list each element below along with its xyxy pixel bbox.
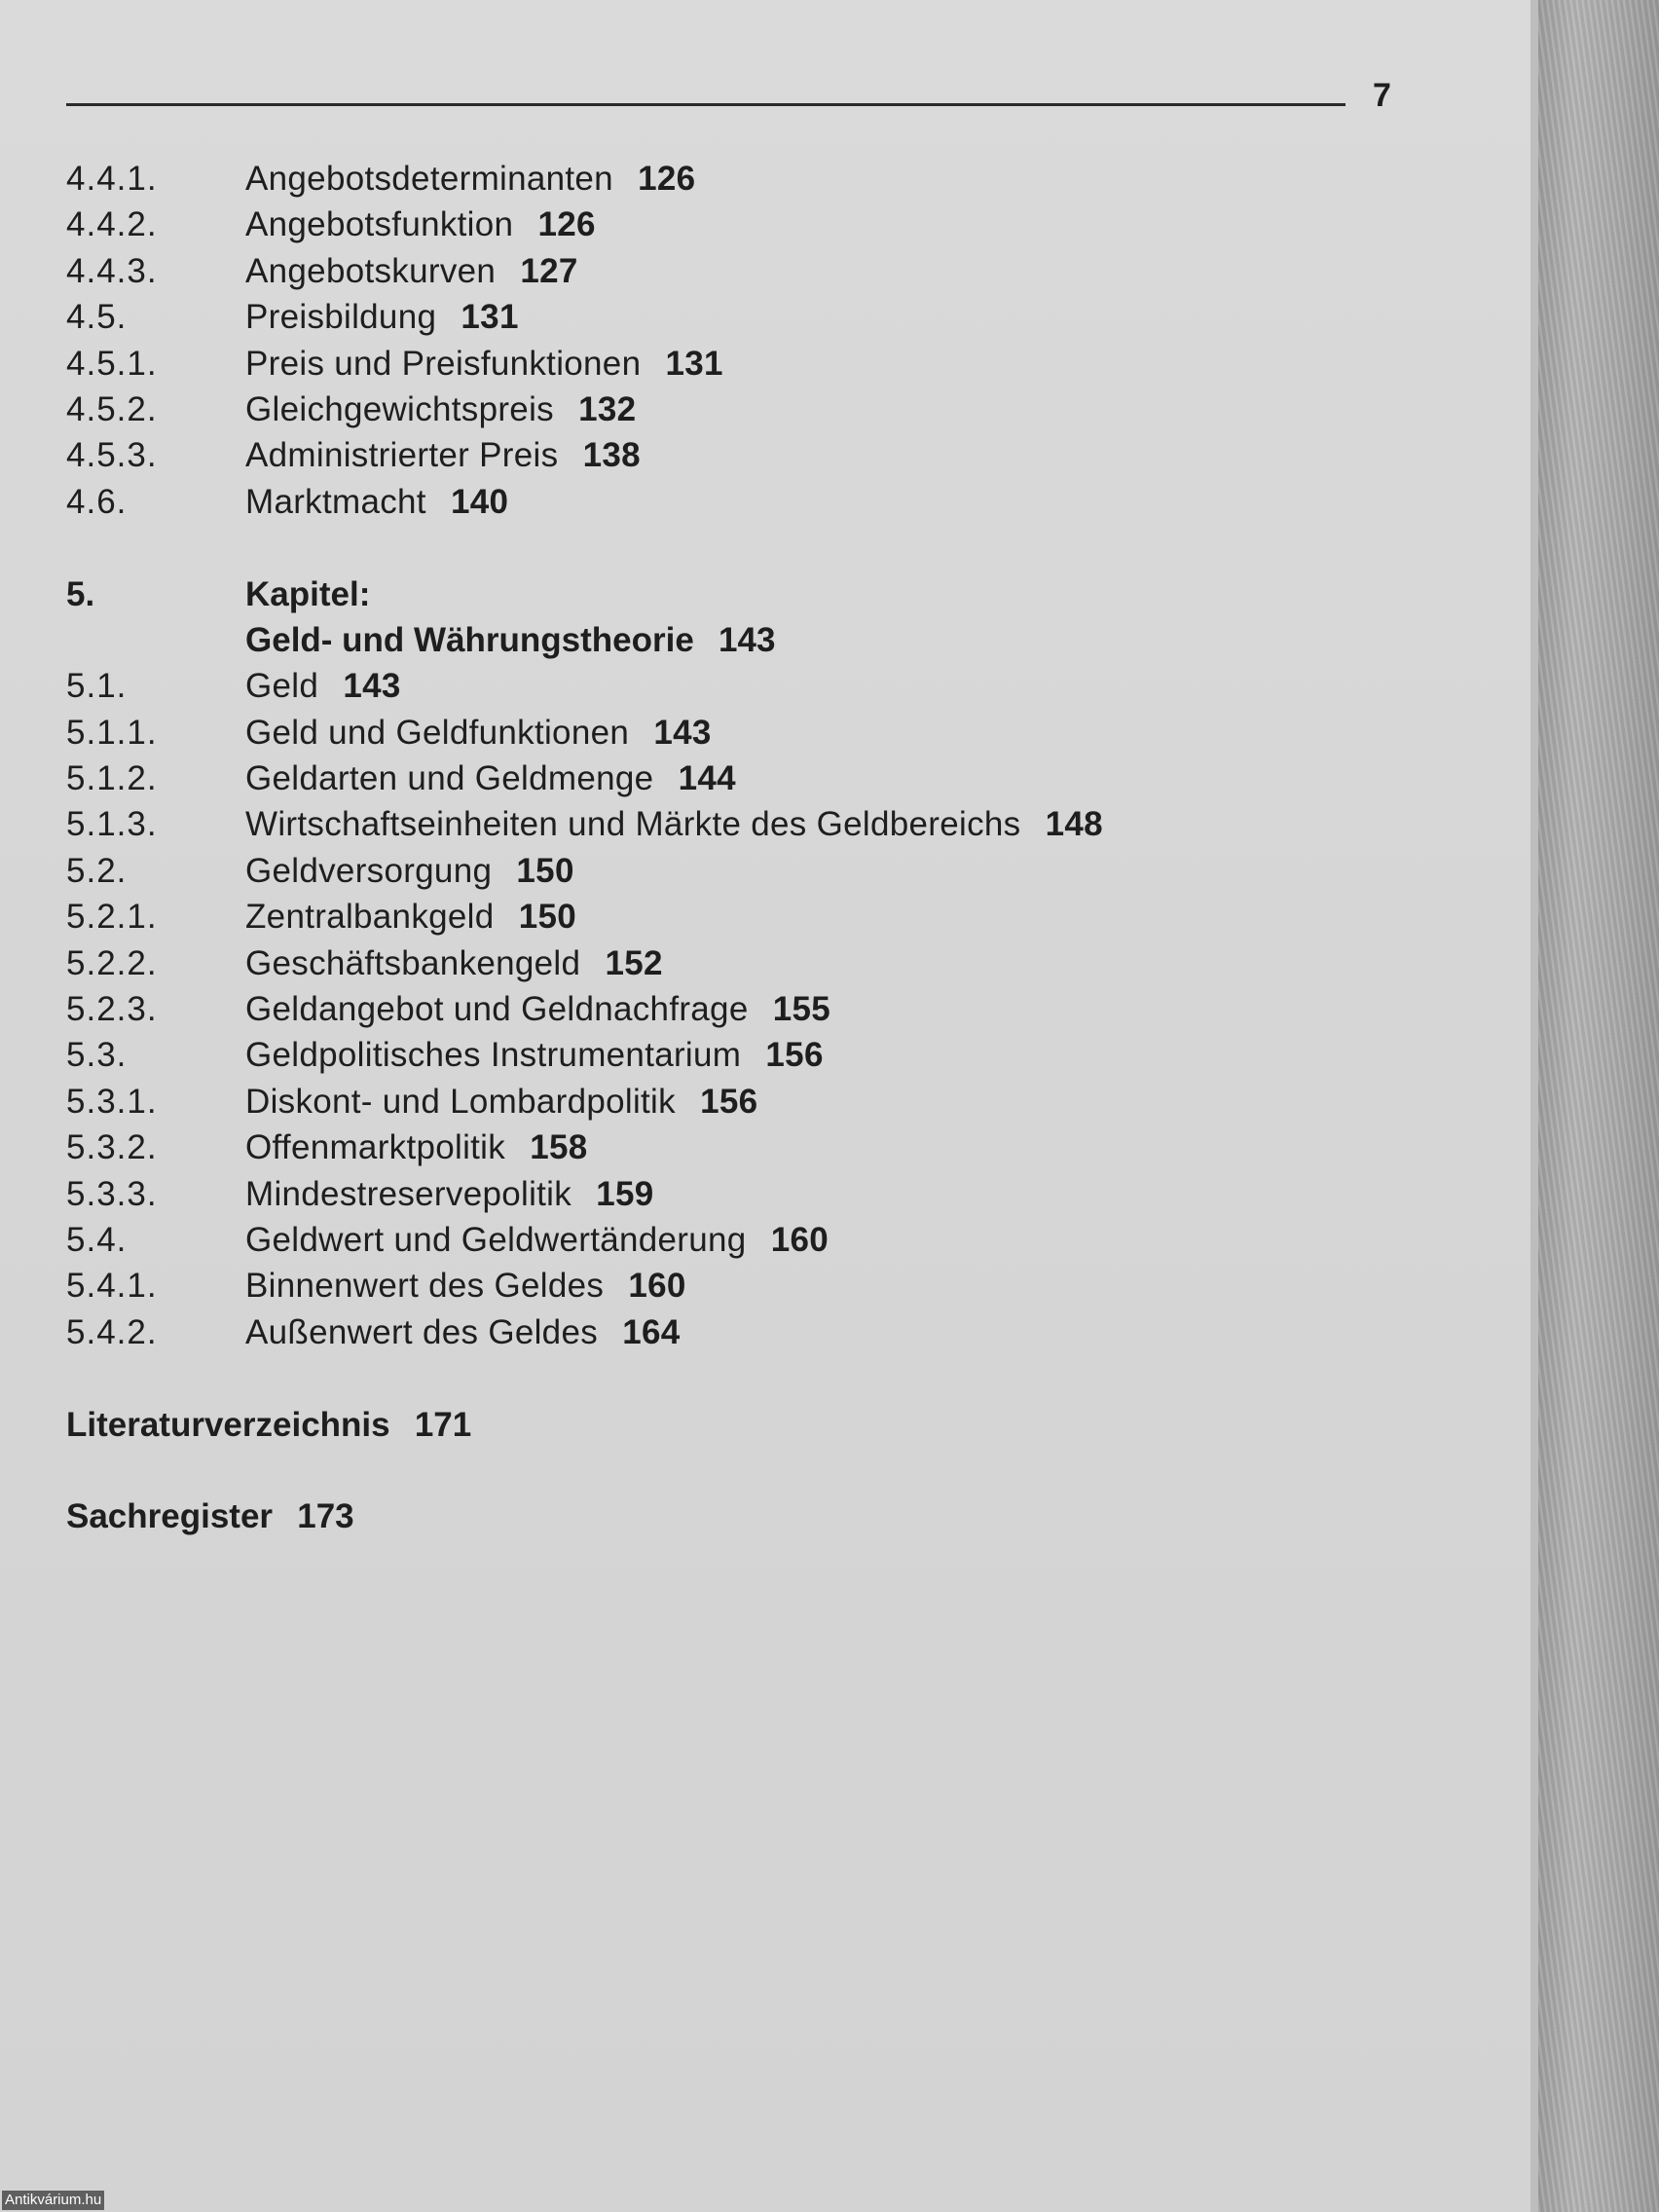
section-number: 5.2.3. <box>66 990 158 1029</box>
section-title: Wirtschaftseinheiten und Märkte des Geldbereichs <box>245 805 1021 844</box>
spacer <box>66 1355 1429 1401</box>
spacer <box>66 1448 1429 1493</box>
page-ref: 156 <box>700 1082 758 1121</box>
table-of-contents <box>66 156 1429 1540</box>
toc-entry <box>66 1263 1429 1309</box>
chapter-number: 5. <box>66 574 95 613</box>
page-ref: 131 <box>665 344 723 383</box>
section-title: Preis und Preisfunktionen <box>245 344 642 383</box>
page-ref: 156 <box>765 1036 824 1075</box>
page-number: 7 <box>1373 77 1391 114</box>
section-number: 5.3.2. <box>66 1128 158 1167</box>
section-title: Geschäftsbankengeld <box>245 943 581 982</box>
section-number: 5.2. <box>66 851 128 890</box>
section-title: Gleichgewichtspreis <box>245 389 554 428</box>
section-title: Marktmacht <box>245 482 426 521</box>
toc-entry <box>66 387 1429 432</box>
section-number: 5.4. <box>66 1220 128 1259</box>
section-number: 5.3. <box>66 1036 128 1075</box>
section-number: 4.4.3. <box>66 251 158 290</box>
page-ref: 143 <box>343 667 401 706</box>
page-ref: 155 <box>772 990 831 1029</box>
chapter-heading <box>66 571 1429 617</box>
section-number: 4.5.3. <box>66 436 158 475</box>
header-rule <box>66 103 1346 106</box>
toc-entry <box>66 294 1429 340</box>
chapter-title-row <box>66 617 1429 663</box>
toc-entry <box>66 156 1429 202</box>
page-ref: 164 <box>622 1312 681 1351</box>
section-title: Geld <box>245 667 319 706</box>
toc-entry <box>66 894 1429 940</box>
section-title: Mindestreservepolitik <box>245 1174 572 1213</box>
section-number: 5.2.2. <box>66 943 158 982</box>
toc-entry <box>66 986 1429 1032</box>
page-ref: 140 <box>451 482 509 521</box>
page-ref: 173 <box>297 1497 354 1536</box>
page-ref: 127 <box>520 251 578 290</box>
section-title: Preisbildung <box>245 298 437 337</box>
section-title: Angebotsfunktion <box>245 205 514 244</box>
page-ref: 143 <box>719 620 776 659</box>
toc-entry <box>66 248 1429 294</box>
section-title: Außenwert des Geldes <box>245 1312 599 1351</box>
page-ref: 132 <box>578 389 637 428</box>
section-title: Geldversorgung <box>245 851 493 890</box>
toc-entry <box>66 341 1429 387</box>
chapter-title: Geld- und Währungstheorie <box>245 620 694 659</box>
section-number: 4.5. <box>66 298 128 337</box>
toc-entry <box>66 1032 1429 1078</box>
page-ref: 143 <box>653 713 712 752</box>
watermark: Antikvárium.hu <box>2 2191 104 2210</box>
toc-entry <box>66 1171 1429 1217</box>
toc-entry <box>66 756 1429 801</box>
back-matter-entry <box>66 1402 1429 1448</box>
back-matter-title: Literaturverzeichnis <box>66 1405 390 1444</box>
section-title: Offenmarktpolitik <box>245 1128 506 1167</box>
page-ref: 158 <box>530 1128 588 1167</box>
page-ref: 171 <box>414 1405 472 1444</box>
section-number: 5.2.1. <box>66 898 158 937</box>
toc-entry <box>66 1217 1429 1263</box>
toc-entry <box>66 202 1429 247</box>
section-title: Diskont- und Lombardpolitik <box>245 1082 676 1121</box>
section-number: 4.6. <box>66 482 128 521</box>
section-number: 5.1.3. <box>66 805 158 844</box>
page-ref: 138 <box>582 436 641 475</box>
toc-entry <box>66 663 1429 709</box>
section-number: 5.1. <box>66 667 128 706</box>
section-title: Geldangebot und Geldnachfrage <box>245 990 749 1029</box>
page-ref: 159 <box>596 1174 654 1213</box>
toc-entry <box>66 710 1429 756</box>
section-number: 5.3.1. <box>66 1082 158 1121</box>
section-title: Binnenwert des Geldes <box>245 1267 605 1306</box>
section-title: Geldpolitisches Instrumentarium <box>245 1036 742 1075</box>
spacer <box>66 525 1429 571</box>
page-ref: 131 <box>461 298 519 337</box>
section-title: Geldarten und Geldmenge <box>245 759 654 798</box>
section-number: 5.4.1. <box>66 1267 158 1306</box>
toc-entry <box>66 940 1429 986</box>
section-number: 4.5.2. <box>66 389 158 428</box>
section-number: 5.1.2. <box>66 759 158 798</box>
page-ref: 126 <box>638 160 696 198</box>
toc-entry <box>66 1079 1429 1124</box>
section-title: Angebotskurven <box>245 251 497 290</box>
page-ref: 160 <box>628 1267 686 1306</box>
section-number: 5.4.2. <box>66 1312 158 1351</box>
section-number: 4.4.1. <box>66 160 158 198</box>
section-title: Geld und Geldfunktionen <box>245 713 630 752</box>
toc-entry <box>66 479 1429 525</box>
page-ref: 144 <box>678 759 736 798</box>
page-stack-edge <box>1538 0 1659 2212</box>
page-ref: 150 <box>516 851 574 890</box>
section-title: Zentralbankgeld <box>245 898 495 937</box>
toc-entry <box>66 848 1429 894</box>
page-ref: 160 <box>770 1220 830 1259</box>
page-ref: 152 <box>605 943 663 982</box>
section-number: 4.4.2. <box>66 205 158 244</box>
section-number: 5.1.1. <box>66 713 158 752</box>
toc-entry <box>66 801 1429 847</box>
back-matter-entry <box>66 1493 1429 1539</box>
chapter-label: Kapitel: <box>245 574 371 613</box>
page-ref: 150 <box>518 898 576 937</box>
back-matter-title: Sachregister <box>66 1497 274 1536</box>
section-number: 5.3.3. <box>66 1174 158 1213</box>
page-ref: 148 <box>1045 805 1103 844</box>
toc-entry <box>66 1309 1429 1355</box>
toc-entry <box>66 432 1429 478</box>
section-title: Administrierter Preis <box>245 436 559 475</box>
section-number: 4.5.1. <box>66 344 158 383</box>
page-ref: 126 <box>537 205 596 244</box>
section-title: Geldwert und Geldwertänderung <box>245 1220 747 1259</box>
toc-entry <box>66 1124 1429 1170</box>
section-title: Angebotsdeterminanten <box>245 160 613 198</box>
